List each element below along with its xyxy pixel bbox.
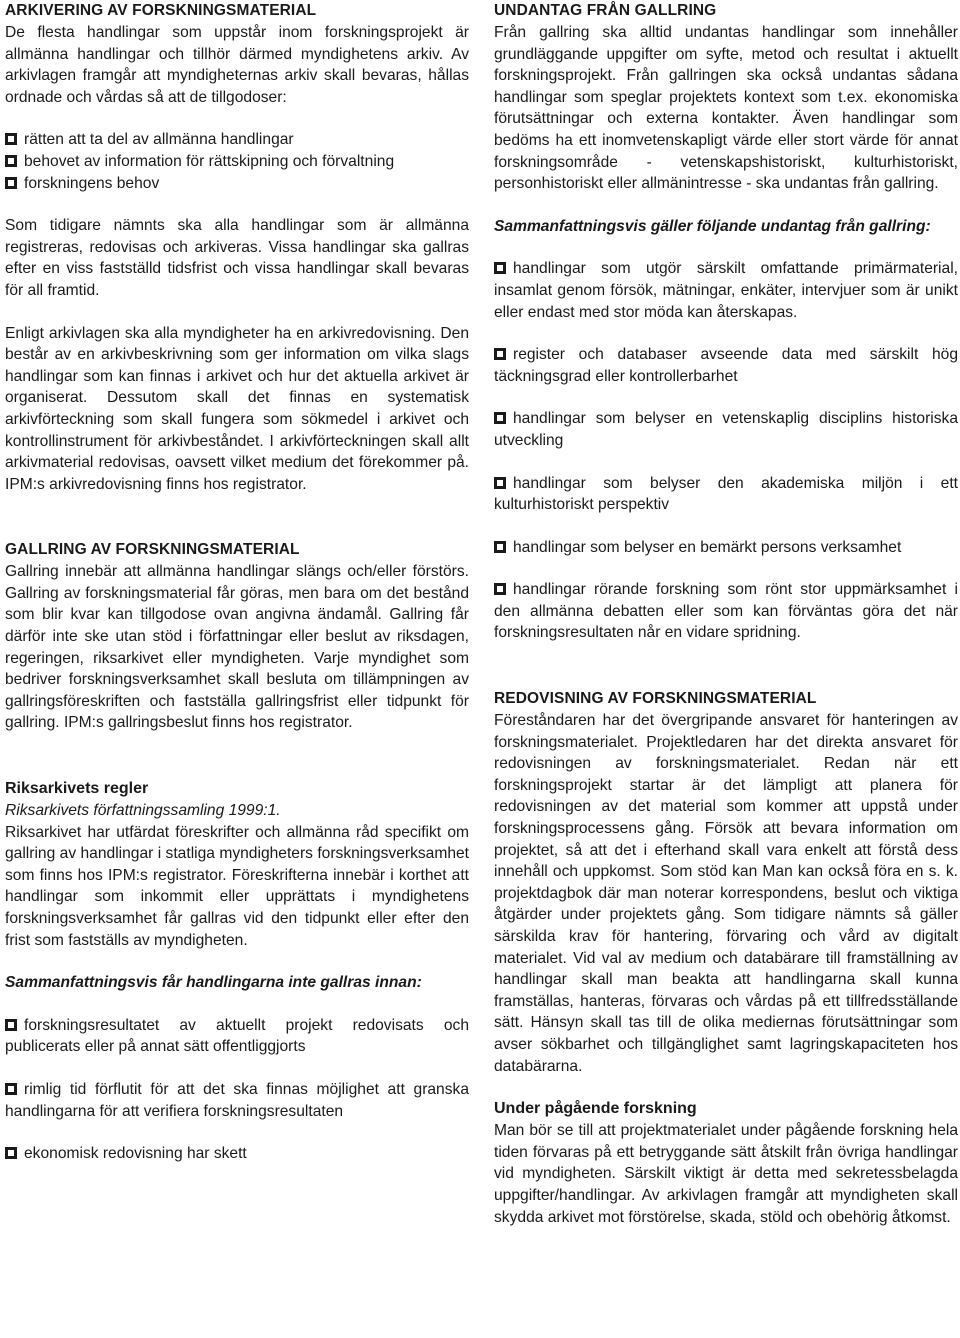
square-bullet-icon	[494, 477, 506, 489]
pagaende-text: Man bör se till att projektmaterialet under pågående forskning hela tiden förvaras på ett betryggande sätt åtskilt från övriga handlingar vid myndigheten. Särskilt viktigt är detta med sekretessbelagda uppgifter/handlingar. Av arkivlagen framgår att myndigheten skall skydda arkivet mot förstörelse, skada, stöld och obehörig åtkomst.	[494, 1122, 958, 1226]
square-bullet-icon	[5, 133, 17, 145]
list-item: handlingar som belyser en vetenskaplig disciplins historiska utveckling	[494, 410, 958, 449]
section-pagaende	[494, 1098, 958, 1228]
redovisning-text: Föreståndaren har det övergripande ansvaret för hanteringen av forskningsmaterialet. Projektledaren har det direkta ansvaret för redovisningen av forskningsmaterialet. Redan när ett forskningsprojekt startar är det lämpligt att planera för redovisningen av det material som kommer att uppstå under forskningsprocessens gång. Försök att bevara information om projektet, så att det i efterhand skall vara enkelt att förstå dess innehåll och uppkomst. Som stöd kan Man kan också föra en s. k. projektdagbok där man noterar korrespondens, beslut och viktiga åtgärder under projektets gång. Som tidigare nämnts så gäller särskilda krav för hantering, förvaring och vård av digitalt materialet. Vid val av medium och databärare till framställning av handlingar skall man beakta att handlingarna skall kunna framställas, hanteras, förvaras och vårdas på ett tillfredsställande sätt. Hänsyn skall tas till de olika mediernas förutsättningar som avser sökbarhet och tillgänglighet samt lagringskapaciteten hos databärarna.	[494, 712, 958, 1075]
heading-pagaende: Under pågående forskning	[494, 1100, 697, 1118]
riksarkivet-text: Riksarkivet har utfärdat föreskrifter och allmänna råd specifikt om gallring av handlingar i statliga myndigheters forskningsverksamhet som finns hos IPM:s registrator. Föreskrifterna innebär i korthet att handlingar som inkommit eller upprättats i myndighetens forskningsverksamhet får gallras vid den tidpunkt eller efter den frist som fastställs av myndigheten.	[5, 823, 469, 949]
square-bullet-icon	[5, 155, 17, 167]
undantag-text: Från gallring ska alltid undantas handlingar som innehåller grundläggande uppgifter om syfte, metod och resultat i aktuellt forskningsprojekt. Från gallringen ska också undantas sådana handlingar som speglar projektets kontext som t.ex. ekonomiska förutsättningar och externa kontakter. Även handlingar som bedöms ha ett inomvetenskapligt värde eller stort värde för annat forskningsområde - vetenskapshistoriskt, kulturhistoriskt, personhistoriskt eller allmänintresse - ska undantas från gallring.	[494, 24, 958, 193]
list-item: register och databaser avseende data med särskilt hög täckningsgrad eller kontrollerbarhet	[494, 346, 958, 385]
square-bullet-icon	[494, 583, 506, 595]
section-summary-right	[494, 216, 958, 644]
summary-right-bullet-list	[494, 258, 958, 644]
arkivering-paragraph-2: Enligt arkivlagen ska alla myndigheter ha en arkivredovisning. Den består av en arkivbeskrivning som ger information om vilka slags handlingar som kan finnas i arkivet och hur det aktuella arkivet är organiserat. Dessutom skall det finnas en systematisk arkivförteckning som skall fungera som sökmedel i arkivet och kontrollinstrument för arkivbeståndet. I arkivförteckningen skall allt arkivmaterial redovisas, oavsett vilket medium det förekommer på. IPM:s arkivredovisning finns hos registrator.	[5, 324, 469, 493]
list-item: behovet av information för rättskipning och förvaltning	[5, 151, 469, 173]
heading-redovisning: REDOVISNING AV FORSKNINGSMATERIAL	[494, 690, 817, 708]
list-item: handlingar som belyser en bemärkt persons verksamhet	[494, 537, 958, 559]
list-item: handlingar som belyser den akademiska miljön i ett kulturhistoriskt perspektiv	[494, 474, 958, 514]
section-arkivering	[5, 0, 469, 495]
square-bullet-icon	[494, 412, 506, 424]
summary-left-heading: Sammanfattningsvis får handlingarna inte gallras innan:	[5, 974, 422, 992]
square-bullet-icon	[494, 541, 506, 553]
summary-right-heading: Sammanfattningsvis gäller följande undantag från gallring:	[494, 217, 931, 235]
arkivering-intro: De flesta handlingar som uppstår inom forskningsprojekt är allmänna handlingar och tillhör därmed myndighetens arkiv. Av arkivlagen framgår att myndigheternas arkiv skall bevaras, hållas ordnade och vårdas så att de tillgodoser:	[5, 24, 469, 106]
right-column	[494, 0, 958, 1228]
list-item: rimlig tid förflutit för att det ska finnas möjlighet att granska handlingarna för att verifiera forskningsresultaten	[5, 1080, 469, 1120]
section-gallring	[5, 539, 469, 734]
list-item: rätten att ta del av allmänna handlingar	[5, 129, 469, 151]
heading-undantag: UNDANTAG FRÅN GALLRING	[494, 2, 717, 19]
summary-left-bullet-list	[5, 1015, 469, 1165]
square-bullet-icon	[494, 262, 506, 274]
left-column	[5, 0, 469, 1165]
heading-riksarkivet: Riksarkivets regler	[5, 780, 149, 798]
arkivering-paragraph-1: Som tidigare nämnts ska alla handlingar som är allmänna registreras, redovisas och arkiveras. Vissa handlingar ska gallras efter en viss fastställd tidsfrist och vissa handlingar skall bevaras för all framtid.	[5, 217, 469, 299]
list-item: ekonomisk redovisning har skett	[5, 1143, 469, 1165]
section-redovisning	[494, 688, 958, 1077]
arkivering-bullet-list	[5, 129, 469, 194]
gallring-text: Gallring innebär att allmänna handlingar slängs och/eller förstörs. Gallring av forskningsmaterial får göras, men bara om det bestånd som blir kvar kan tillgodose ovan angivna ändamål. Gallring får därför inte ske utan stöd i författningar eller beslut av riksdagen, regeringen, riksarkivet eller myndigheten. Varje myndighet som bedriver forskningsverksamhet skall besluta om tillämpningen av gallringsföreskriften och fastställa gallringsfrist eller tidpunkt för gallring. IPM:s gallringsbeslut finns hos registrator.	[5, 563, 469, 732]
square-bullet-icon	[5, 1019, 17, 1031]
section-undantag	[494, 0, 958, 195]
list-item: handlingar rörande forskning som rönt stor uppmärksamhet i den allmänna debatten eller som kan förväntas göra det när forskningsresultaten når en vidare spridning.	[494, 581, 958, 642]
square-bullet-icon	[5, 177, 17, 189]
list-item: handlingar som utgör särskilt omfattande primärmaterial, insamlat genom försök, mätningar, enkäter, intervjuer som är unikt eller endast med stor möda kan återskapas.	[494, 260, 958, 321]
section-riksarkivet	[5, 778, 469, 951]
square-bullet-icon	[494, 348, 506, 360]
heading-arkivering: ARKIVERING AV FORSKNINGSMATERIAL	[5, 2, 317, 19]
riksarkivet-subheading: Riksarkivets författningssamling 1999:1.	[5, 802, 281, 820]
heading-gallring: GALLRING AV FORSKNINGSMATERIAL	[5, 541, 300, 559]
list-item: forskningens behov	[5, 173, 469, 195]
list-item: forskningsresultatet av aktuellt projekt redovisats och publicerats eller på annat sätt offentliggjorts	[5, 1016, 469, 1056]
square-bullet-icon	[5, 1083, 17, 1095]
section-summary-left	[5, 972, 469, 1165]
square-bullet-icon	[5, 1147, 17, 1159]
